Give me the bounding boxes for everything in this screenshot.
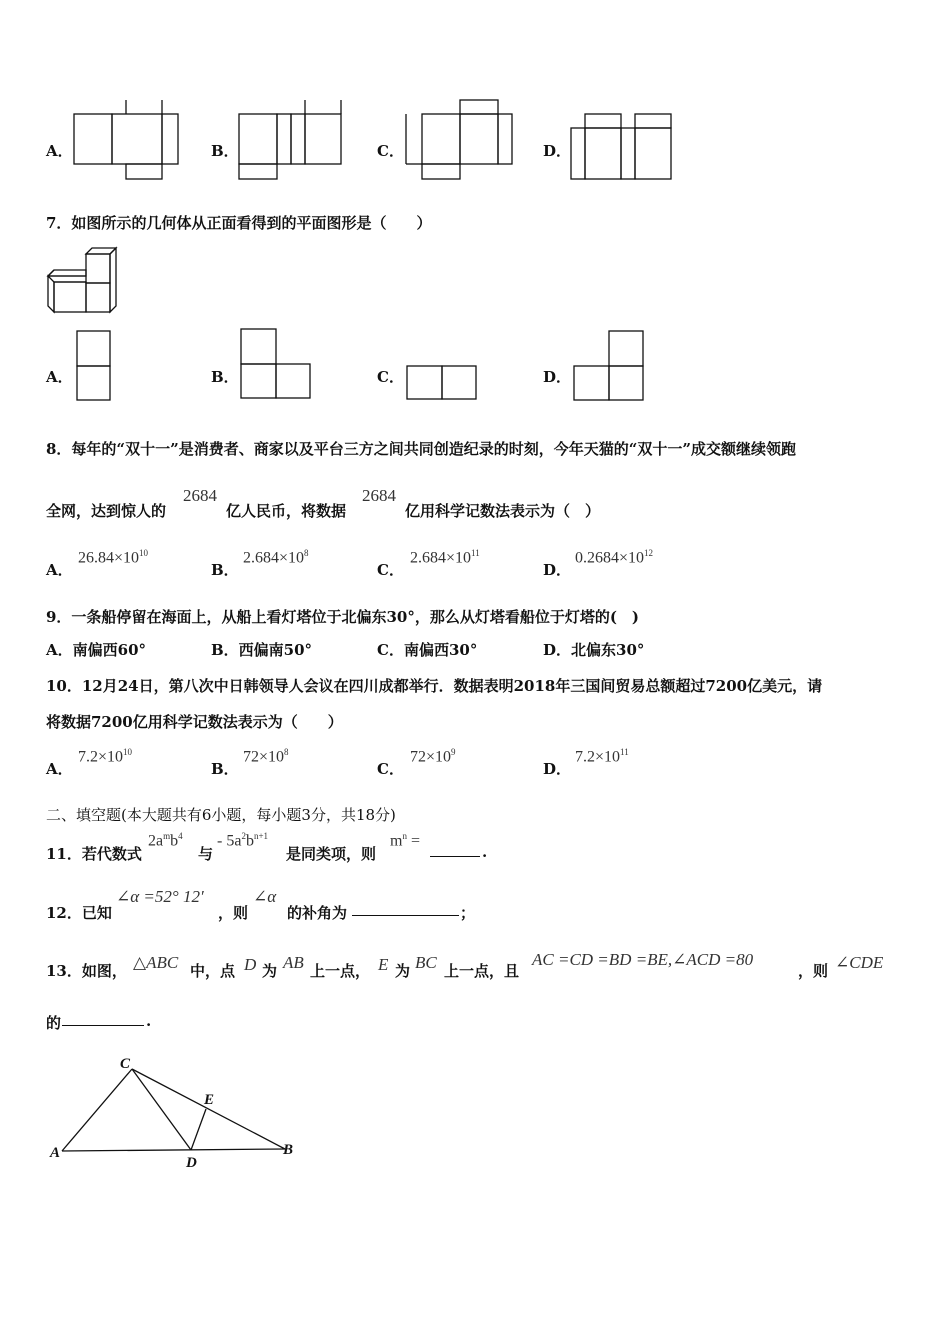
q8-option-c-label: C．: [377, 561, 404, 579]
q12-end: ；: [460, 904, 476, 922]
q13-triangle: △ABC: [133, 953, 179, 972]
q11-with: 与: [198, 845, 214, 863]
q12-suffix: 的补角为: [287, 904, 348, 922]
q10-stem-line2: 将数据7200亿用科学记数法表示为（ ）: [46, 713, 343, 731]
q8-stem-line2-a: 全网，达到惊人的: [46, 502, 167, 520]
q13-segment-ab: AB: [283, 953, 304, 972]
q13-text-1: 中，点: [190, 962, 236, 980]
q12-angle-expr: ∠α =52° 12′: [116, 887, 204, 906]
q11-answer-blank[interactable]: [430, 842, 480, 857]
q11-term-1: $2a^mb^4$: [148, 831, 183, 850]
q7-option-b-figure: [240, 328, 312, 400]
q6-option-a-label: A．: [46, 142, 73, 160]
q7-stem: 7．如图所示的几何体从正面看得到的平面图形是（ ）: [46, 214, 432, 232]
q13-segment-bc: BC: [415, 953, 437, 972]
q13-text-3: 上一点，: [310, 962, 371, 980]
q6-option-c-label: C．: [377, 142, 404, 160]
q11-mid: 是同类项，则: [286, 845, 377, 863]
q13-point-e: E: [378, 955, 389, 974]
q13-side-ac: [62, 1069, 132, 1151]
q6-option-b-figure: [239, 100, 345, 180]
q13-text-4: 为: [395, 962, 411, 980]
q7-option-a-figure: [76, 330, 112, 402]
q10-option-b-value: $72\times 10^8$: [243, 747, 289, 766]
q13-point-d: D: [244, 955, 257, 974]
q13-text-6: ，则: [798, 962, 829, 980]
q8-option-c-value: $2.684\times 10^{11}$: [410, 548, 480, 567]
q10-option-c-value: $72\times 10^9$: [410, 747, 456, 766]
q10-option-d-label: D．: [543, 760, 572, 778]
q9-option-d: D．北偏东30°: [543, 641, 645, 659]
q7-option-a-label: A．: [46, 368, 73, 386]
q10-stem-line1: 10．12月24日，第八次中日韩领导人会议在四川成都举行．数据表明2018年三国间贸易总额超过7200亿美元，请: [46, 677, 823, 695]
q13-side-ab: [62, 1149, 285, 1151]
q13-end: .: [146, 1012, 152, 1030]
q7-option-d-label: D．: [543, 368, 572, 386]
q13-text-5: 上一点，且: [444, 962, 520, 980]
q7-option-c-label: C．: [377, 368, 404, 386]
q13-answer-blank[interactable]: [62, 1011, 144, 1026]
q13-label-a: A: [50, 1145, 61, 1161]
q8-number-2: 2684: [362, 486, 396, 505]
q13-label-e: E: [204, 1092, 215, 1108]
q6-option-d-label: D．: [543, 142, 572, 160]
q10-option-c-label: C．: [377, 760, 404, 778]
q13-prefix: 13．如图，: [46, 962, 127, 980]
q10-option-b-label: B．: [211, 760, 239, 778]
q13-label-d: D: [186, 1155, 197, 1171]
q11-end: .: [482, 843, 488, 861]
q12-mid: ，则: [218, 904, 249, 922]
q6-option-c-figure: [406, 100, 514, 180]
q13-condition: AC =CD =BD =BE,∠ACD =80: [532, 950, 754, 969]
q13-triangle-figure: [40, 1040, 310, 1180]
q7-option-c-figure: [406, 365, 478, 401]
q13-line2: 的: [46, 1014, 62, 1032]
q9-option-b: B．西偏南50°: [211, 641, 313, 659]
q8-option-a-value: $26.84\times 10^{10}$: [78, 548, 149, 567]
q8-stem-line1: 8．每年的“双十一”是消费者、商家以及平台三方之间共同创造纪录的时刻，今年天猫的“双十一”成交额继续领跑: [46, 440, 796, 458]
q6-option-d-figure: [571, 114, 673, 180]
q10-option-a-label: A．: [46, 760, 73, 778]
q13-label-c: C: [120, 1056, 131, 1072]
q11-expr: $m^n$ =: [390, 831, 420, 850]
q8-option-a-label: A．: [46, 561, 73, 579]
q13-segment-cd: [132, 1069, 191, 1150]
q13-label-b: B: [283, 1142, 294, 1158]
q12-answer-blank[interactable]: [352, 901, 459, 916]
q8-stem-line2-c: 亿用科学记数法表示为（ ）: [405, 502, 601, 520]
q8-option-d-value: $0.2684\times 10^{12}$: [575, 548, 654, 567]
q7-solid-figure: [46, 248, 120, 316]
q13-side-cb: [132, 1069, 285, 1149]
q6-option-a-figure: [74, 100, 180, 180]
q13-segment-de: [191, 1109, 206, 1150]
q13-text-2: 为: [262, 962, 278, 980]
q9-option-c: C．南偏西30°: [377, 641, 478, 659]
q9-option-a: A．南偏西60°: [46, 641, 147, 659]
q6-option-b-label: B．: [211, 142, 239, 160]
q8-option-b-value: $2.684\times 10^8$: [243, 548, 309, 567]
q13-angle-cde: ∠CDE: [835, 953, 884, 972]
q11-term-2: - $5a^2b^{n+1}$: [217, 831, 269, 850]
q12-prefix: 12．已知: [46, 904, 112, 922]
q7-option-b-label: B．: [211, 368, 239, 386]
q8-option-b-label: B．: [211, 561, 239, 579]
q9-stem: 9．一条船停留在海面上，从船上看灯塔位于北偏东30°，那么从灯塔看船位于灯塔的( ): [46, 608, 640, 626]
q8-number-1: 2684: [183, 486, 217, 505]
section-2-title: 二、填空题(本大题共有6小题，每小题3分，共18分): [46, 806, 396, 824]
q11-prefix: 11．若代数式: [46, 845, 142, 863]
q7-option-d-figure: [573, 330, 645, 402]
q8-option-d-label: D．: [543, 561, 572, 579]
q10-option-d-value: $7.2\times 10^{11}$: [575, 747, 629, 766]
q12-angle: ∠α: [253, 887, 277, 906]
q8-stem-line2-b: 亿人民币，将数据: [226, 502, 347, 520]
q10-option-a-value: $7.2\times 10^{10}$: [78, 747, 133, 766]
